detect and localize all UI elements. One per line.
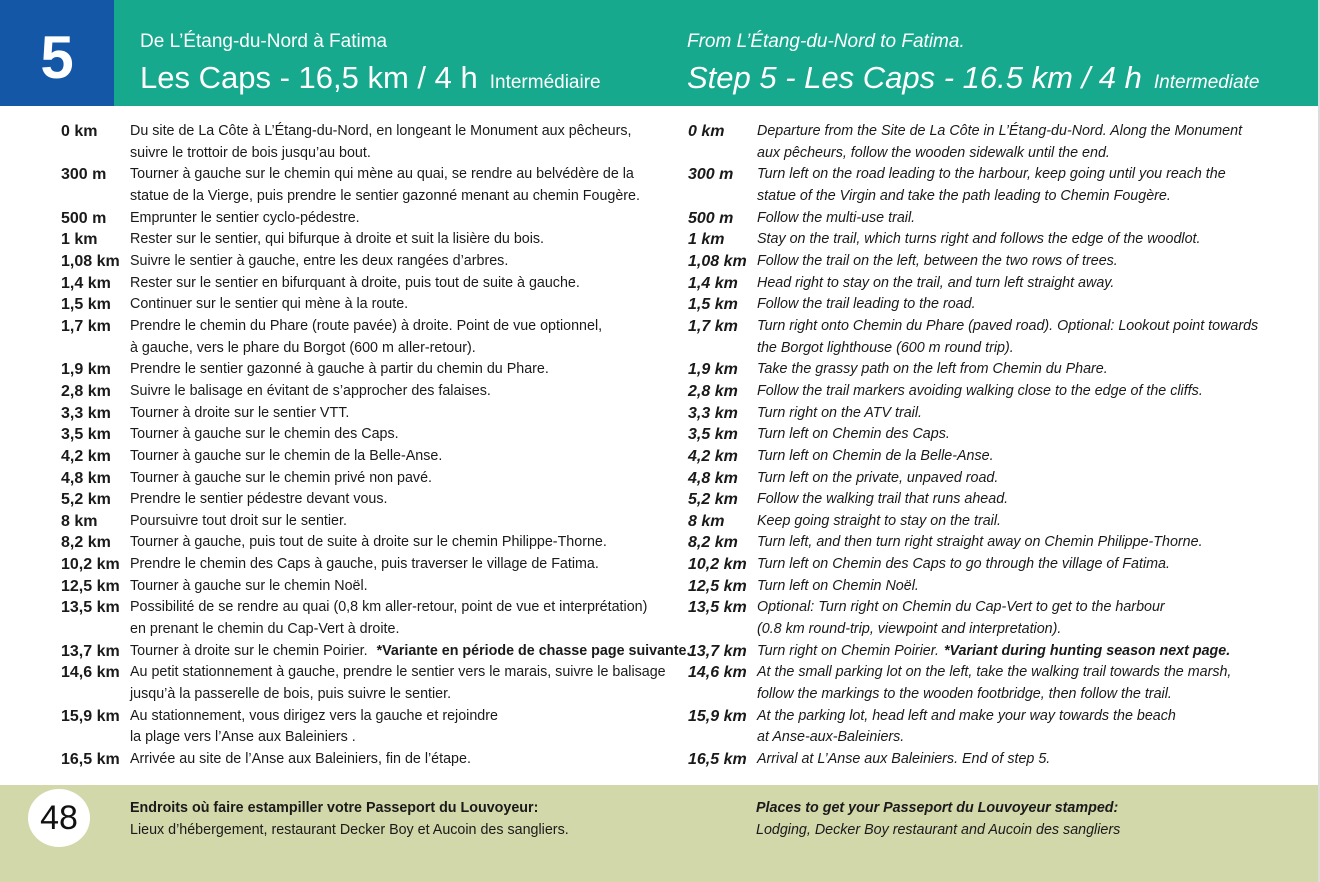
distance-marker: 14,6 km [61, 664, 120, 682]
page-number: 48 [40, 798, 78, 837]
direction-text [130, 381, 491, 403]
direction-text-main: Tourner à droite sur le chemin Poirier. [130, 642, 368, 659]
direction-row [61, 273, 690, 295]
direction-row [61, 316, 690, 359]
distance-marker: 500 m [688, 209, 734, 227]
directions-list-en [688, 121, 1258, 771]
page-header [114, 0, 1318, 106]
distance-marker: 1,4 km [61, 274, 111, 292]
distance-marker: 0 km [61, 123, 98, 140]
direction-row [688, 359, 1258, 381]
direction-row [688, 381, 1258, 403]
direction-row [61, 164, 690, 207]
difficulty-level-fr: Intermédiaire [489, 72, 601, 93]
distance-marker: 1,4 km [688, 274, 738, 292]
direction-text [130, 359, 549, 381]
direction-text [757, 489, 1008, 511]
direction-text [757, 316, 1258, 359]
passport-text-en: Lodging, Decker Boy restaurant and Aucoin des sangliers [756, 822, 1121, 838]
direction-text [757, 749, 1050, 771]
direction-text-main: Tourner à droite sur le sentier VTT. [130, 404, 350, 421]
page-number-badge [28, 789, 90, 847]
direction-row [61, 749, 690, 771]
direction-row [688, 121, 1258, 164]
direction-row [61, 294, 690, 316]
directions-list-fr [61, 121, 690, 771]
direction-row [61, 576, 690, 598]
direction-row [61, 208, 690, 230]
direction-row [688, 208, 1258, 230]
direction-text [757, 164, 1226, 207]
direction-row [688, 164, 1258, 207]
distance-marker: 8,2 km [61, 534, 111, 552]
distance-marker: 12,5 km [688, 577, 747, 595]
direction-text-main: Rester sur le sentier en bifurquant à droite, puis tout de suite à gauche. [130, 274, 580, 291]
distance-marker: 3,3 km [61, 404, 111, 422]
direction-text [130, 511, 347, 533]
direction-text [757, 208, 915, 230]
header-title-en [687, 60, 1260, 96]
distance-marker: 1,9 km [688, 361, 738, 379]
passport-heading-fr: Endroits où faire estampiller votre Passeport du Louvoyeur: [130, 800, 539, 816]
direction-text [757, 359, 1108, 381]
direction-text-main: Follow the trail markers avoiding walking close to the edge of the cliffs. [757, 382, 1203, 399]
direction-text [130, 208, 360, 230]
direction-text [757, 706, 1176, 749]
direction-text-main: Tourner à gauche sur le chemin qui mène au quai, se rendre au belvédère de la statue de la Vierge, puis prendre le sentier gazonné menant au chemin Fougère. [130, 166, 640, 204]
distance-marker: 15,9 km [688, 707, 747, 725]
direction-text [757, 554, 1170, 576]
distance-marker: 1,08 km [61, 252, 120, 270]
distance-marker: 1 km [61, 231, 98, 249]
direction-text [757, 597, 1165, 640]
direction-text-main: Turn left on Chemin des Caps to go through the village of Fatima. [757, 556, 1170, 573]
direction-row [61, 446, 690, 468]
direction-text [757, 662, 1231, 705]
direction-text-main: Tourner à gauche sur le chemin des Caps. [130, 426, 399, 443]
distance-marker: 10,2 km [688, 556, 747, 574]
direction-row [688, 468, 1258, 490]
distance-marker: 5,2 km [61, 491, 111, 509]
header-subtitle-en: From L’Étang-du-Nord to Fatima. [687, 31, 965, 52]
direction-text [130, 273, 580, 295]
distance-marker: 13,5 km [688, 599, 747, 617]
direction-text [130, 121, 632, 164]
direction-text-main: Rester sur le sentier, qui bifurque à droite et suit la lisière du bois. [130, 231, 545, 248]
direction-text [757, 532, 1203, 554]
direction-text [757, 273, 1114, 295]
passport-heading-en: Places to get your Passeport du Louvoyeur stamped: [756, 800, 1119, 816]
direction-row [61, 403, 690, 425]
distance-marker: 1,7 km [61, 317, 111, 335]
passport-info-en [756, 797, 1120, 841]
direction-text [130, 489, 388, 511]
distance-marker: 4,2 km [61, 447, 111, 465]
direction-text-main: Departure from the Site de La Côte in L’Étang-du-Nord. Along the Monument aux pêcheurs, follow the wooden sidewalk until the end. [757, 123, 1243, 161]
direction-row [688, 641, 1258, 663]
direction-text-main: Head right to stay on the trail, and turn left straight away. [757, 274, 1115, 291]
direction-row [688, 532, 1258, 554]
direction-row [61, 662, 690, 705]
direction-row [61, 597, 690, 640]
distance-marker: 13,7 km [688, 642, 747, 660]
direction-text-main: Follow the trail leading to the road. [757, 296, 976, 313]
direction-text-main: Arrivée au site de l’Anse aux Baleiniers, fin de l’étape. [130, 751, 471, 768]
direction-text-main: Turn right on the ATV trail. [757, 404, 923, 421]
distance-marker: 14,6 km [688, 664, 747, 682]
direction-row [61, 424, 690, 446]
direction-text [130, 749, 471, 771]
direction-text [130, 706, 498, 749]
direction-row [688, 229, 1258, 251]
direction-text-main: Au stationnement, vous dirigez vers la gauche et rejoindre la plage vers l’Anse aux Baleiniers . [130, 707, 498, 746]
direction-text-main: Turn right on Chemin Poirier. [757, 642, 939, 659]
direction-text-main: Tourner à gauche sur le chemin de la Belle-Anse. [130, 447, 443, 464]
distance-marker: 3,3 km [688, 404, 738, 422]
distance-marker: 12,5 km [61, 577, 120, 595]
direction-row [61, 468, 690, 490]
direction-text [130, 229, 544, 251]
distance-marker: 8,2 km [688, 534, 738, 552]
direction-text-main: Au petit stationnement à gauche, prendre le sentier vers le marais, suivre le balisage jusqu’à la passerelle de bois, puis suivre le sentier. [130, 664, 666, 703]
distance-marker: 4,8 km [61, 469, 111, 487]
direction-text [757, 468, 998, 490]
direction-text [757, 403, 922, 425]
distance-marker: 16,5 km [61, 751, 120, 769]
direction-text [130, 446, 442, 468]
direction-text [130, 424, 399, 446]
direction-text [757, 576, 919, 598]
direction-text-main: Turn left on the road leading to the harbour, keep going until you reach the statue of the Virgin and take the path leading to Chemin Fougère. [757, 166, 1226, 204]
title-text-en: Step 5 - Les Caps - 16.5 km / 4 h [687, 60, 1142, 95]
direction-row [61, 359, 690, 381]
direction-text [757, 229, 1200, 251]
direction-text [757, 294, 976, 316]
distance-marker: 1,9 km [61, 361, 111, 379]
distance-marker: 13,5 km [61, 599, 120, 617]
direction-text-main: Possibilité de se rendre au quai (0,8 km aller-retour, point de vue et interprétation) en prenant le chemin du Cap-Vert à droite. [130, 599, 648, 638]
distance-marker: 2,8 km [688, 382, 738, 400]
passport-info-fr [130, 797, 569, 841]
step-number-badge [0, 0, 114, 106]
direction-text-main: Optional: Turn right on Chemin du Cap-Vert to get to the harbour (0.8 km round-trip, viewpoint and interpretation). [757, 599, 1165, 638]
direction-row [688, 316, 1258, 359]
direction-row [61, 706, 690, 749]
distance-marker: 500 m [61, 209, 107, 227]
distance-marker: 1,7 km [688, 317, 738, 335]
distance-marker: 8 km [688, 512, 725, 530]
distance-marker: 1 km [688, 231, 725, 249]
direction-row [688, 489, 1258, 511]
distance-marker: 0 km [688, 123, 725, 140]
direction-text-main: Suivre le balisage en évitant de s’approcher des falaises. [130, 382, 491, 399]
direction-text-main: At the parking lot, head left and make your way towards the beach at Anse-aux-Baleiniers. [757, 707, 1176, 746]
direction-text [130, 164, 640, 207]
direction-row [61, 554, 690, 576]
direction-row [688, 424, 1258, 446]
direction-text-main: Turn right onto Chemin du Phare (paved road). Optional: Lookout point towards the Borgot lighthouse (600 m round trip). [757, 317, 1259, 356]
distance-marker: 4,2 km [688, 447, 738, 465]
direction-text-main: Continuer sur le sentier qui mène à la route. [130, 296, 409, 313]
distance-marker: 15,9 km [61, 707, 120, 725]
direction-text [757, 641, 1230, 663]
direction-row [688, 251, 1258, 273]
direction-row [688, 511, 1258, 533]
direction-text [130, 468, 432, 490]
hunting-variant-note: *Variante en période de chasse page suivante. [376, 642, 691, 659]
step-number: 5 [40, 23, 74, 91]
direction-text-main: Stay on the trail, which turns right and follows the edge of the woodlot. [757, 231, 1201, 248]
hunting-variant-note: *Variant during hunting season next page. [943, 642, 1231, 659]
direction-text [130, 294, 408, 316]
direction-row [688, 662, 1258, 705]
direction-text-main: Take the grassy path on the left from Chemin du Phare. [757, 361, 1108, 378]
direction-text [130, 662, 666, 705]
direction-text-main: Turn left on the private, unpaved road. [757, 469, 999, 486]
header-title-fr [140, 60, 601, 96]
direction-text [757, 381, 1203, 403]
direction-row [688, 706, 1258, 749]
distance-marker: 4,8 km [688, 469, 738, 487]
direction-text-main: Prendre le sentier pédestre devant vous. [130, 491, 388, 508]
distance-marker: 13,7 km [61, 642, 120, 660]
distance-marker: 3,5 km [688, 426, 738, 444]
direction-row [61, 489, 690, 511]
direction-row [61, 229, 690, 251]
direction-row [688, 403, 1258, 425]
direction-row [688, 576, 1258, 598]
distance-marker: 16,5 km [688, 751, 747, 769]
direction-text-main: Turn left on Chemin des Caps. [757, 426, 950, 443]
direction-row [61, 251, 690, 273]
direction-text-main: Prendre le chemin du Phare (route pavée) à droite. Point de vue optionnel, à gauche, vers le phare du Borgot (600 m aller-retour). [130, 317, 603, 356]
direction-row [688, 294, 1258, 316]
direction-row [61, 641, 690, 663]
distance-marker: 1,5 km [688, 296, 738, 314]
direction-text [130, 403, 349, 425]
direction-text [130, 532, 607, 554]
direction-text [130, 597, 647, 640]
direction-row [688, 446, 1258, 468]
direction-text-main: Turn left, and then turn right straight away on Chemin Philippe-Thorne. [757, 534, 1203, 551]
direction-row [688, 273, 1258, 295]
distance-marker: 300 m [61, 166, 107, 184]
distance-marker: 8 km [61, 512, 98, 530]
direction-text-main: Tourner à gauche, puis tout de suite à droite sur le chemin Philippe-Thorne. [130, 534, 607, 551]
direction-text [757, 251, 1118, 273]
direction-text [757, 511, 1001, 533]
direction-text-main: Turn left on Chemin Noël. [757, 577, 919, 594]
distance-marker: 1,08 km [688, 252, 747, 270]
direction-text-main: Du site de La Côte à L’Étang-du-Nord, en longeant le Monument aux pêcheurs, suivre le trottoir de bois jusqu’au bout. [130, 123, 632, 161]
direction-row [688, 597, 1258, 640]
direction-text [130, 576, 368, 598]
direction-text-main: Follow the trail on the left, between the two rows of trees. [757, 252, 1118, 269]
distance-marker: 1,5 km [61, 296, 111, 314]
direction-row [688, 554, 1258, 576]
direction-text [130, 316, 602, 359]
direction-row [688, 749, 1258, 771]
title-text-fr: Les Caps - 16,5 km / 4 h [140, 60, 478, 95]
direction-text-main: Emprunter le sentier cyclo-pédestre. [130, 209, 360, 226]
distance-marker: 2,8 km [61, 382, 111, 400]
direction-text [757, 424, 950, 446]
direction-text [130, 554, 599, 576]
distance-marker: 10,2 km [61, 556, 120, 574]
distance-marker: 3,5 km [61, 426, 111, 444]
direction-text-main: Prendre le sentier gazonné à gauche à partir du chemin du Phare. [130, 361, 549, 378]
direction-text-main: Arrival at L’Anse aux Baleiniers. End of step 5. [757, 751, 1051, 768]
distance-marker: 5,2 km [688, 491, 738, 509]
direction-text-main: Keep going straight to stay on the trail. [757, 512, 1001, 529]
direction-text-main: At the small parking lot on the left, take the walking trail towards the marsh, follow the markings to the wooden footbridge, then follow the trail. [757, 664, 1232, 703]
direction-text-main: Poursuivre tout droit sur le sentier. [130, 512, 347, 529]
direction-text [757, 446, 994, 468]
direction-text-main: Tourner à gauche sur le chemin privé non pavé. [130, 469, 433, 486]
distance-marker: 300 m [688, 166, 734, 184]
direction-row [61, 381, 690, 403]
direction-text [130, 251, 508, 273]
direction-text-main: Prendre le chemin des Caps à gauche, puis traverser le village de Fatima. [130, 556, 599, 573]
direction-text [757, 121, 1242, 164]
direction-text-main: Suivre le sentier à gauche, entre les deux rangées d’arbres. [130, 252, 509, 269]
direction-row [61, 532, 690, 554]
passport-text-fr: Lieux d’hébergement, restaurant Decker Boy et Aucoin des sangliers. [130, 822, 569, 838]
direction-text [130, 641, 690, 663]
direction-row [61, 511, 690, 533]
direction-row [61, 121, 690, 164]
direction-text-main: Turn left on Chemin de la Belle-Anse. [757, 447, 994, 464]
difficulty-level-en: Intermediate [1153, 72, 1260, 93]
direction-text-main: Follow the multi-use trail. [757, 209, 916, 226]
direction-text-main: Tourner à gauche sur le chemin Noël. [130, 577, 368, 594]
header-subtitle-fr: De L’Étang-du-Nord à Fatima [140, 31, 388, 52]
direction-text-main: Follow the walking trail that runs ahead. [757, 491, 1009, 508]
